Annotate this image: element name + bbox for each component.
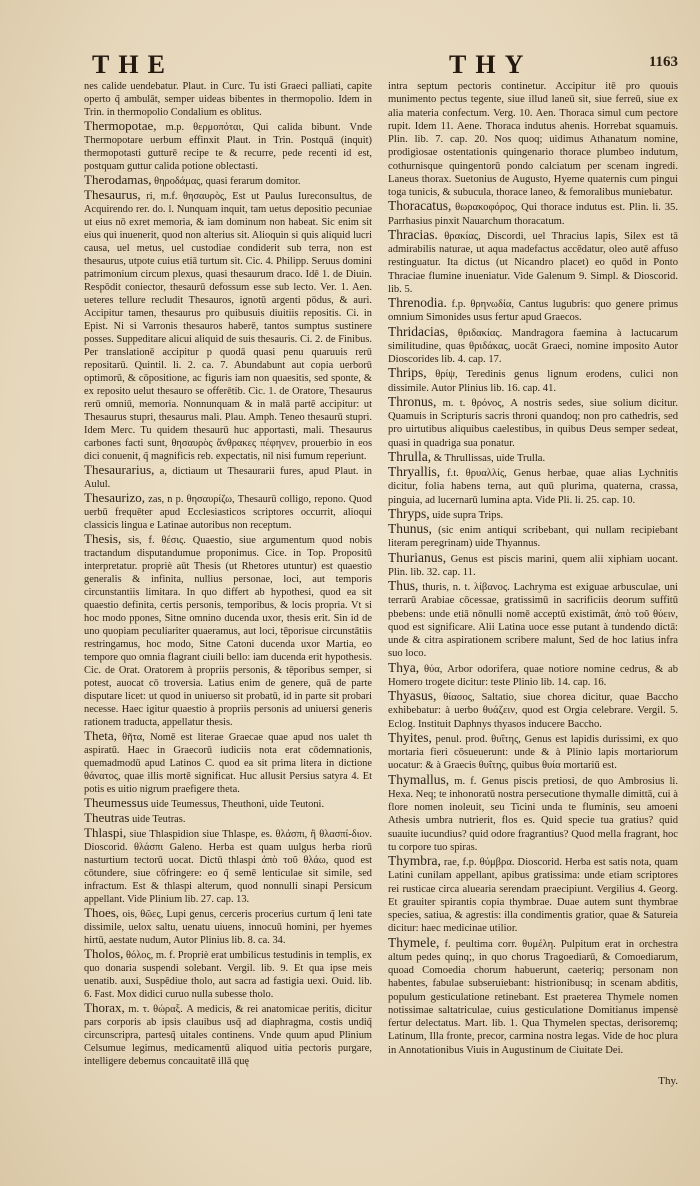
header-right-guide: THY [449,50,533,79]
entry-text: f.p. θρηνωδία, Cantus lugubris: quo genere primus omnium Simonides usus fertur apud Graecos. [388,299,678,324]
dictionary-entry [84,491,372,532]
dictionary-entry [84,947,372,1001]
dictionary-entry [84,796,372,811]
headword: Theumessus [84,795,149,810]
entry-text: uide Teutras. [132,814,186,825]
dictionary-entry [388,854,678,936]
entry-text: ri, m.f. θησαυρὸς, Est ut Paulus Iureconsultus, de Acquirendo rer. do. l. Nunquam inquit, tam uetus depositio pecuniae ut eius nō exret memoria, & iam dominum non habeat. Sic enim sit eius qui inuenerit, quod non alterius sit. Alioquin si quis aliquid lucri causa, uel metus, uel custodiae condiderit sub terra, non est thesaurus, utpote cuius etiā turtum sit. Cic. 4. Philipp. Seruus domini patrimonium circum plexus, quasi thesaurum draco. Idē 1. de Diuin. Respōdit coniector, thesaurū defossum esse sub lecto. Ver. 1. Aen. ueteres tellure recludit Thesauros, ignotū argenti pōdus, & auri. Accipitur tamen, thesaurus pro quibusuis diuitiis repositis. Ci. in Epist. Ni si Varronis thesauros haberē, tantos sumptus sustinere posses. Suppeditare alicui aliquid de suis thesauris. Ci. 2. de Finibus. Per translationē accipitur p quodā quasi penu quaruuis rerū repositarū. Quintil. li. 2. ca. 7. Abundabunt aut copia uerborū optimorū, & cōpositione, ac figuris iam non quaesitis, sed sponte, & ex reposito uelut thesauro se offerētib. Cic. 1. de Oratore, Thesaurus rerū omniū, memoria. Nonnunquam & in malā partē accipitur: ut Thesaurus stupri, thesaurus mali. Plau. Amph. Teneo thesaurū stupri. Idem Merc. Tu quidem thesaurū huc apportasti, mali. Thesaurus carbones facti sunt, θησαυρὸς ἄνθρακες πέφηνεν, prouerbio in eos dici conuenit, q̃ magnificis reb. expectatis, nil nisi fumum reperiunt. [84,191,372,462]
headword: Thermopotae, [84,118,157,133]
headword: Thesis, [84,531,122,546]
headword: Thryps, [388,505,430,521]
headword: Thya, [388,659,420,675]
headword: Theutras [84,810,130,825]
entry-text: uide supra Trips. [432,509,504,521]
entry-text: a, dictiaum ut Thesaurarii fures, apud Plaut. in Aulul. [84,466,372,490]
dictionary-entry [388,522,678,551]
dictionary-entry [388,579,678,661]
headword: Thyites, [388,729,432,745]
entry-text: m.p. θερμοπόται, Qui calida bibunt. Vnde Thermopotare uerbum effinxit Plaut. in Trin. Postquā (inquit) thermopotasti gutturē recipe te & recurre, pede recenti id est, postquam guttur calida potione oblectasti. [84,122,372,172]
entry-text: thuris, n. t. λίβανος. Lachryma est exiguae arbusculae, uni terrarū Arabiae cōcessae, gratissimū in sacrificiis deorum suffitū pbebens: unde etiā nōnulli nomē acceptū existimāt, ἀπὸ τοῦ θύειν, quod est significare. Alii Latina uoce esse putant à tundendo dictā: unde & citra aspirationem scribere malunt, Sed de hoc latius infra suo loco. [388,582,678,660]
headword: Thracias. [388,226,438,242]
entry-text: penul. prod. θυΐτης, Genus est lapidis durissimi, ex quo mortaria fieri cōsueuerunt: unde & à Plinio lapis mortariorum uocatur: & à Graecis θυΐτης, quibus θυία mortariū est. [388,733,678,772]
dictionary-entry [388,199,678,228]
dictionary-entry [84,463,372,491]
entry-text: m. f. Genus piscis pretiosi, de quo Ambrosius li. Hexa. Neq; te inhonoratū nostra persecutione thymalle dimittā, cui à flore nomen inoleuit, seu Ticini unda te fluminis, seu amoeni Athesis umbra nutrierit, flos es. Quid specie tua gratius? quid suauite iucundius? quid odore fragrantius? Quod mella fragrant, hoc tu corpore tuo spiras. [388,775,678,853]
entry-text: nes calide uendebatur. Plaut. in Curc. Tu isti Graeci palliati, capite operto q̃ ambulāt, semper uideas bibentes in thermopolio. Idem in Trin. in thermopolio Condalium es oblitus. [84,81,372,118]
headword: Thoracatus, [388,198,452,214]
dictionary-entry [388,296,678,325]
dictionary-entry [388,395,678,450]
dictionary-entry [84,811,372,826]
entry-text: m. t. θρόνος, A nostris sedes, siue solium dicitur. Quamuis in Scripturis sacris throni quandoq; non pro cathedris, sed pro uirtutibus aliquibus caelestibus, in quibus Deus semper sedeat, quasi in quadriga sua ponatur. [388,397,679,449]
catchword: Thy. [658,1075,678,1087]
entry-text: siue Thlaspidion siue Thlaspe, es. θλάσπι, ἢ θλασπί-διον. Dioscorid. θλάσπι Galeno. Herba est quam uulgus herba riorū nasturtium tectorū uocat. Dictū thlaspi ἀπὸ τοῦ θλάω, quod est cōtundere, siue cōfringere: eo q̃ semē lenticulae sit simile, sed infractum. Est & thlaspi alterum, quod nonnulli sinapi Persicum appellant. Vide Plinium lib. 27. cap. 13. [84,829,372,905]
dictionary-entry [388,773,678,855]
page-number: 1163 [648,54,678,70]
headword: Theta, [84,728,117,743]
entry-text: intra septum pectoris continetur. Accipitur itē pro quouis munimento pectus tegente, siue illud laneū sit, siue ferreū, siue ex alia materia confectum. Verg. 10. Aen. Thoraca simul cum pectore rupit. Idem 11. Aene. Thoraca indutus ahenis. Horrebat squamuis. Plin. lib. 7. cap. 20. Nos quoq; uidimus Athanatum nomine, prodigiosae ostentationis quingenario thorace plumbeo indutum, cothurnisque quingentorū pondo calciatum per scenam ingredi. Laneus thorax. Suetonius de Augusto, Hyeme quaternis cum pingui toga tunicis, & subucula, thorace laneo, & femoralibus muniebatur. [388,81,678,198]
entry-text: rae, f.p. θύμβρα. Dioscorid. Herba est satis nota, quam Latini cunilam appellant, apibus gratissima: unde etiam scriptores rei rusticae circa aluearia serendam praecipiunt. Vergilius 4. Georg. Et grauiter spirantis copia thymbrae. Duae autem sunt thymbrae species, satiua, & agrestis: illa condimentis gratior, quae & Satureia dicitur: haec medicinae utilior. [388,857,678,935]
entry-text: θριδακίας. Mandragora faemina à lactucarum similitudine, quas θριδάκας, uocāt Graeci, nomine imposito Autor Dioscorides lib. 4. cap. 17. [388,327,678,365]
headword: Thesaurarius, [84,462,155,477]
dictionary-entry [388,450,678,465]
dictionary-entry [388,551,678,580]
headword: Thesaurus, [84,187,141,202]
entry-text: Genus est piscis marini, quem alii xiphiam uocant. Plin. lib. 32. cap. 11. [388,553,678,578]
entry-text: ois, θῶες, Lupi genus, cerceris procerius curtum q̃ leni tate dissimile, uelox saltu, uenatu uiuens, innocuū homini, per hyemes hirtū, aestate nudum, Autor Plinius lib. 8. ca. 34. [84,909,372,946]
entry-text: f. peultima corr. θυμέλη. Pulpitum erat in orchestra altum pedes quinq;, in quo chorus Tragoediarū, & Comoediarum, quoad Comoedia chorum habuerunt, caeteriq; personam non habentes, fabulae subseruiebant: histrionibusq; in scenam abditis, populum gesticulatione retinebant. Est praeterea Thymele nomen notissimae saltatriculae, cuius gesticulatione Domitianus impensè fertur delectatus. Mart. lib. 1. Qua Thymelen spectas, derisoremq; Latinum, Illa fronte, precor, carmina nostra legas. Vide de hoc plura in Annotationibus Viuis in Augustinum de Ciuitate Dei. [388,938,678,1056]
headword: Thurianus, [388,549,447,565]
left-column [84,80,372,1068]
headword: Tholos, [84,946,124,961]
dictionary-entry [388,507,678,522]
headword: Thrulla, [388,448,432,464]
entry-text: (sic enim antiqui scribebant, qui nullam recipiebant literam peregrinam) uide Thyannus. [388,525,678,550]
headword: Thoes, [84,905,120,920]
headword: Threnodia. [388,295,447,310]
entry-text: sis, f. θέσις. Quaestio, siue argumentum quod nobis tractandum disputandumue proponimus. Cice. in Top. Propositū interpretatur. propriè aūt Thesis (ut Rhetores utuntur) est quaestio generalis & infinita, nullius personae, loci, aut temporis circunstantiis limitara. In quo differt ab hypothesi, quod ea sit quaestio definita, certis personis, temporibus, & locis propria. Vt si hoc modo ppones, Sitne omnino ducenda uxor, thesis erit. Sin id de uno quopiam peculiariter quaeramus, aut loci, tēporisue circunstātiis restringamus, hoc modo, Sitne Catoni ducenda uxor Martia, eo tempore quo omnia flagrant ciuili bello: iam ducenda erit hypothesis. Cic. de Orat. Oratorem à propriis personis, & tēporibus semper, si potest, auocat cō troversia. Latius enim de genere, quā de parte disputare licet: ut quod in uniuerso sit probatū, id in parte sit probari necesse. Haec igitur quaestio à propriis personis ad uniuersi generis rationem traducta, appellatur thesis. [84,535,372,728]
headword: Thesaurizo, [84,490,146,505]
running-header [84,50,688,80]
dictionary-entry [84,906,372,947]
header-left-guide: THE [92,50,174,79]
dictionary-entry [388,661,678,690]
entry-text: & Thrullissas, uide Trulla. [433,452,546,464]
dictionary-entry [84,729,372,796]
dictionary-entry [388,80,678,199]
entry-text: m. τ. θώραξ. A medicis, & rei anatomicae peritis, dicitur pars corporis ab ipsis clauibus usq̃ ad diaphragma, costis undiq̃ circunscripra, partesq̃ uitales continens. Vnde quum apud Plinium Celsumue legimus, medicamentū aliquod uitia pectoris purgare, intelligere debemus concauitatē illā quę [84,1004,372,1067]
right-column [388,80,678,1057]
headword: Thyasus, [388,688,437,703]
headword: Thryallis, [388,464,441,479]
dictionary-entry [84,80,372,119]
headword: Thymele, [388,934,440,950]
dictionary-entry [388,366,678,395]
dictionary-entry [388,731,678,773]
headword: Thunus, [388,521,432,536]
entry-text: θῆτα, Nomē est literae Graecae quae apud nos ualet th aspiratū. Haec in Graecorū iudiciis nota erat cōdemnationis, quemadmodū apud Latinos C. quod ea sit prima litera in dictione θάνατος, quae illis mortē significat. Huc allusit Persius satyra 4. Et potis es uitio nigrum praefigere theta. [84,732,372,795]
dictionary-entry [84,1001,372,1068]
headword: Thorax, [84,1000,125,1015]
dictionary-entry [388,325,678,367]
headword: Thridacias, [388,323,449,339]
dictionary-entry [84,119,372,173]
headword: Thlaspi, [84,825,127,840]
headword: Thrips, [388,365,427,381]
entry-text: θύα, Arbor odorifera, quae notiore nomine cedrus, & ab Homero trogete dicitur: teste Plinio lib. 14. cap. 16. [388,663,678,688]
headword: Thus, [388,578,419,593]
dictionary-entry [388,228,678,296]
dictionary-entry [84,188,372,463]
entry-text: θρακίας, Discordi, uel Thracius lapis, Silex est tā admirabilis naturae, ut aqua madefactus accēdatur, oleo autē affuso restinguatur. Ita dictus (ut Nicandro placet) eo quōd in Ponto Thraciae flumine inueniatur. Vide Galenum 9. Simpl. & Dioscorid. lib. 5. [388,230,678,295]
headword: Therodamas, [84,172,152,187]
headword: Thymbra, [388,853,441,868]
dictionary-entry [388,465,678,507]
entry-text: uide Teumessus, Theuthoni, uide Teutoni. [150,799,325,810]
entry-text: zas, n p. θησαυρίζω, Thesaurū colligo, repono. Quod uerbū frequēter apud Ecclesiasticos scriptores occurrit, alioqui classicis lingua e Latinae autoribus non receptum. [84,494,373,531]
dictionary-entry [388,689,678,731]
dictionary-entry [388,936,678,1057]
entry-text: θίασος, Saltatio, siue chorea dicitur, quae Baccho exhibebatur: à uerbo θυάζειν, quod est Orgia celebrare. Vergil. 5. Eclog. Instituit Daphnys thyasos inducere Baccho. [388,692,678,730]
dictionary-entry [84,532,372,729]
dictionary-entry [84,826,372,906]
entry-text: θόλος, m. f. Propriè erat umbilicus testudinis in templis, ex quo donaria suspendi solebant. Vergil. lib. 9. Et qua ipse meis uenatib. auxi, Suspēdiue tholo, aut sacra ad fastigia uexi. Ouid. lib. 6. Fast. Mox didici curuo nulla subesse tholo. [84,950,372,1000]
dictionary-entry [84,173,372,188]
entry-text: θρίψ, Teredinis genus lignum erodens, culici non dissimile. Autor Plinius lib. 16. cap. 41. [388,369,678,394]
headword: Thronus, [388,393,437,409]
entry-text: f.t. θρυαλλίς, Genus herbae, quae alias Lychnitis dicitur, folia habens terna, aut quū plurima, quaterna, crassa, pinguia, ad lucernarū lumina apta. Vide Pli. li. 25. cap. 10. [388,468,678,506]
headword: Thymallus, [388,771,450,787]
entry-text: θωρακοφόρος, Qui thorace indutus est. Plin. li. 35. Parrhasius pinxit Nauarchum thoracatum. [388,202,678,227]
entry-text: θηροδάμας, quasi ferarum domitor. [154,176,301,187]
